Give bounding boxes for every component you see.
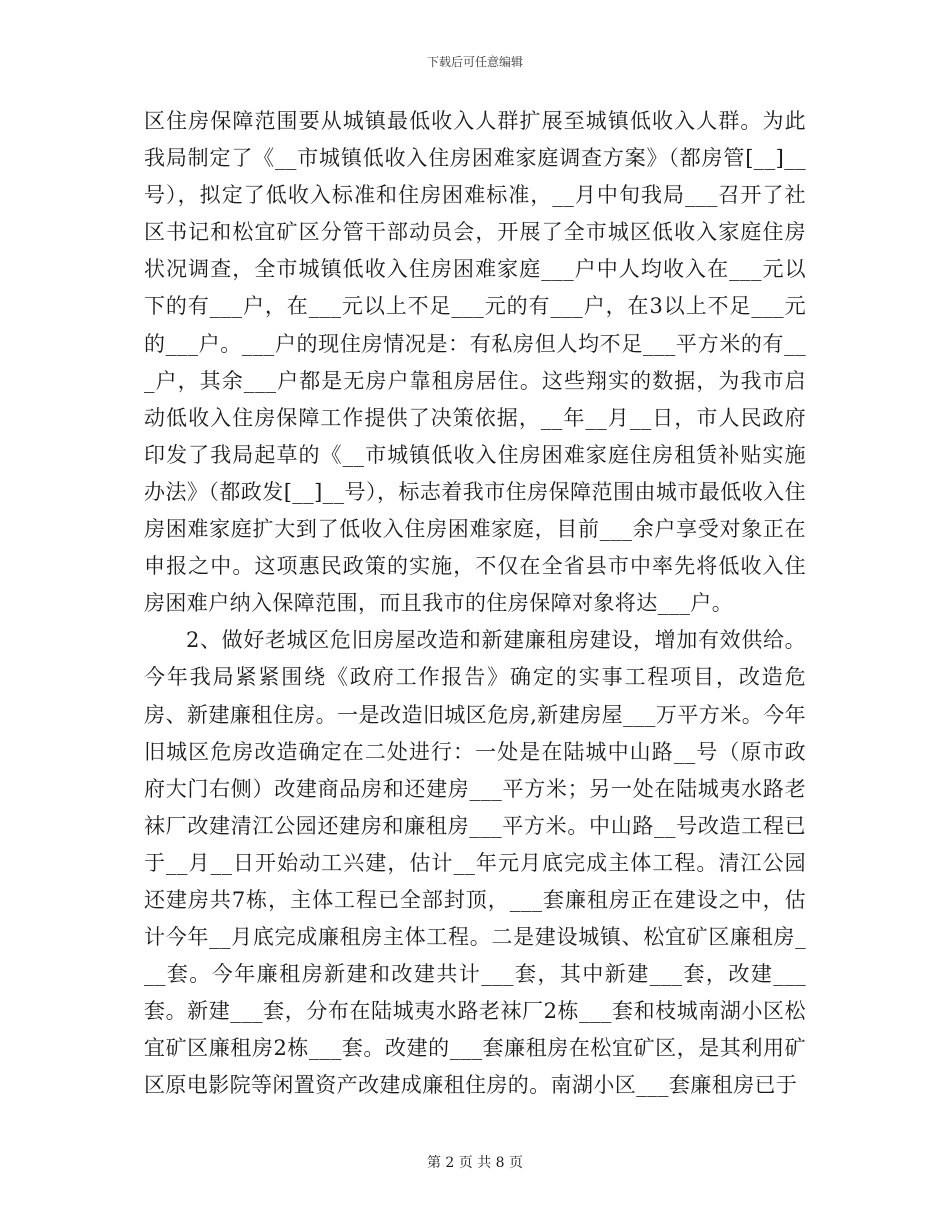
paragraph-renovation: 2、做好老城区危旧房屋改造和新建廉租房建设，增加有效供给。今年我局紧紧围绕《政府工作报告》确定的实事工程项目，改造危房、新建廉租住房。一是改造旧城区危房,新建房屋___万平方米。今年旧城区危房改造确定在二处进行：一处是在陆城中山路__号（原市政府大门右侧）改建商品房和还建房___平方米；另一处在陆城夷水路老袜厂改建清江公园还建房和廉租房___平方米。中山路__号改造工程已于__月__日开始动工兴建，估计__年元月底完成主体工程。清江公园还建房共7栋，主体工程已全部封顶，___套廉租房正在建设之中，估计今年__月底完成廉租房主体工程。二是建设城镇、松宜矿区廉租房___套。今年廉租房新建和改建共计___套，其中新建___套，改建___套。新建___套，分布在陆城夷水路老袜厂2栋___套和枝城南湖小区松宜矿区廉租房2栋___套。改建的___套廉租房在松宜矿区，是其利用矿区原电影院等闲置资产改建成廉租住房的。南湖小区___套廉租房已于 [144,628,806,1098]
page-number: 第 2 页 共 8 页 [426,1155,524,1171]
paragraph-housing-survey: 区住房保障范围要从城镇最低收入人群扩展至城镇低收入人群。为此我局制定了《__市城镇低收入住房困难家庭调查方案》（都房管[__]__号），拟定了低收入标准和住房困难标准，__月中旬我局___召开了社区书记和松宜矿区分管干部动员会，开展了全市城区低收入家庭住房状况调查，全市城镇低收入住房困难家庭___户中人均收入在___元以下的有___户，在___元以上不足___元的有___户，在3以上不足___元的___户。___户的现住房情况是：有私房但人均不足___平方米的有___户，其余___户都是无房户靠租房居住。这些翔实的数据，为我市启动低收入住房保障工作提供了决策依据，__年__月__日，市人民政府印发了我局起草的《__市城镇低收入住房困难家庭住房租赁补贴实施办法》（都政发[__]__号），标志着我市住房保障范围由城市最低收入住房困难家庭扩大到了低收入住房困难家庭，目前___余户享受对象正在申报之中。这项惠民政策的实施，不仅在全省县市中率先将低收入住房困难户纳入保障范围，而且我市的住房保障对象将达___户。 [144,109,806,616]
page-header: 下载后可任意编辑 [426,55,523,69]
document-body [144,103,806,1105]
